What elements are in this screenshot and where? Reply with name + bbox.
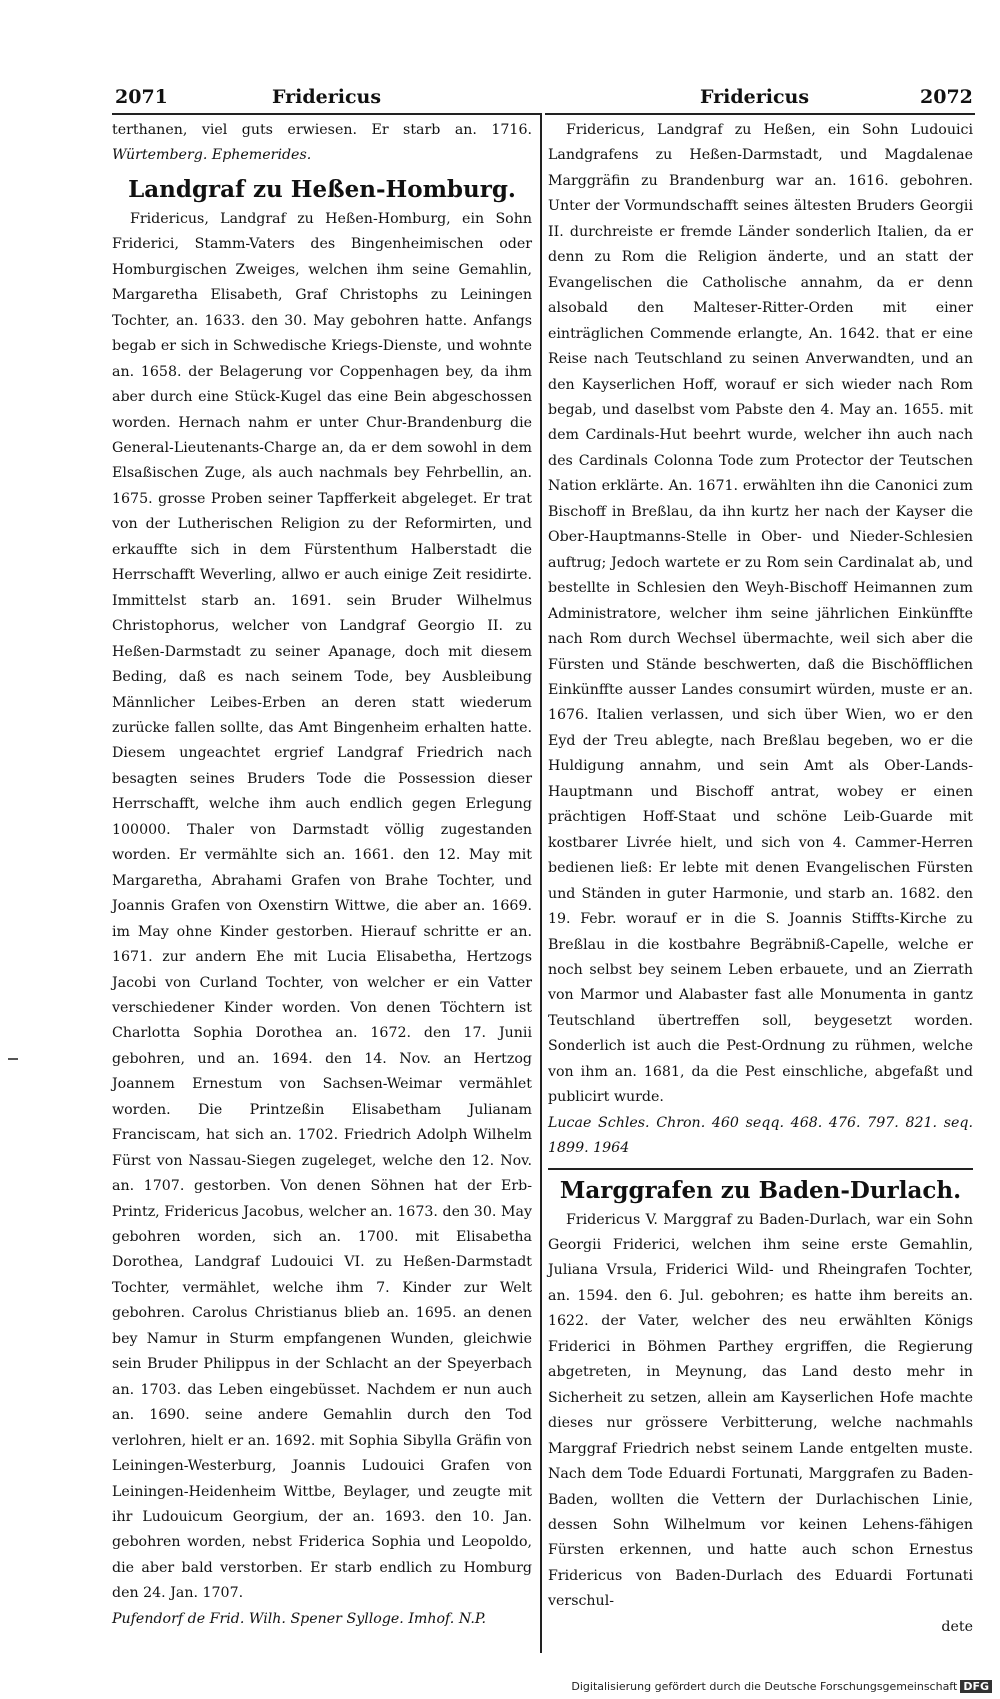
dfg-logo: DFG bbox=[960, 1680, 992, 1693]
section-divider bbox=[548, 1168, 973, 1170]
article-paragraph: Fridericus V. Marggraf zu Baden-Durlach, war ein Sohn Georgii Friderici, welchen ihm seine erste Gemahlin, Juliana Vrsula, Friderici Wild- und Rheingrafen Tochter, an. 1594. den 6. Jul. gebohren; es hatte ihm bereits an. 1622. der Vater, welcher des neu erwählten Königs Friderici in Böhmen Parthey ergriffen, die Regierung abgetreten, in Meynung, das Land desto mehr in Sicherheit zu setzen, allein am Kayserlichen Hofe machte dieses nur grössere Verbitterung, welche nachmahls Marggraf Friedrich nebst seinem Lande entgelten muste. Nach dem Tode Eduardi Fortunati, Marggrafen zu Baden-Baden, wollten die Vettern der Durlachischen Linie, dessen Sohn Wilhelmum vor keinen Lehens-fähigen Fürsten erkennen, und hatte auch schon Ernestus Fridericus von Baden-Durlach des Eduardi Fortunati verschul- bbox=[548, 1211, 973, 1610]
left-column bbox=[112, 118, 532, 1632]
catchword: dete bbox=[941, 1618, 973, 1635]
section-heading-baden-durlach: Marggrafen zu Baden-Durlach. bbox=[559, 1176, 962, 1204]
article-sources: Lucae Schles. Chron. 460 seqq. 468. 476. 797. 821. seq. 1899. 1964 bbox=[548, 1114, 973, 1157]
margin-mark bbox=[8, 1058, 18, 1060]
left-running-title: Fridericus bbox=[272, 86, 382, 108]
section-heading-hessen-homburg: Landgraf zu Heßen-Homburg. bbox=[128, 175, 516, 203]
digitization-credit bbox=[571, 1680, 992, 1693]
article-paragraph: Fridericus, Landgraf zu Heßen, ein Sohn Ludouici Landgrafens zu Heßen-Darmstadt, und Magdalenae Marggräfin zu Brandenburg war an. 1616. gebohren. Unter der Vormundschafft seines ältesten Bruders Georgii II. durchreiste er fremde Länder sonderlich Italien, da er denn zu Rom die Religion änderte, und an statt der Evangelischen die Catholische annahm, da er denn alsobald den Malteser-Ritter-Orden mit einer einträglichen Commende erlangte, An. 1642. that er eine Reise nach Teutschland zu seinen Anverwandten, und an den Kayserlichen Hoff, worauf er sich wieder nach Rom begab, und daselbst vom Pabste den 4. May an. 1655. mit dem Cardinals-Hut beehrt wurde, welcher ihn auch nach des Cardinals Colonna Tode zum Protector der Teutschen Nation erklärte. An. 1671. erwählten ihn die Canonici zum Bischoff in Breßlau, da ihn kurtz her nach der Kayser die Ober-Hauptmanns-Stelle in Ober- und Nieder-Schlesien auftrug; Jedoch wartete er zu Rom sein Cardinalat ab, und bestellte in Schlesien den Weyh-Bischoff Heimannen zum Administratore, welcher ihm seine jährlichen Einkünffte nach Rom durch Wechsel übermachte, weil sich aber die Fürsten und Stände beschwerten, daß die Bischöfflichen Einkünffte ausser Landes consumirt würden, muste er an. 1676. Italien verlassen, und sich über Wien, wo er den Eyd der Treu ablegte, nach Breßlau begeben, wo er die Huldigung annahm, und sein Amt als Ober-Lands-Hauptmann und Bischoff antrat, wobey er einen prächtigen Hoff-Staat und schöne Leib-Guarde mit kostbarer Livrée hielt, und sich von 4. Cammer-Herren bedienen ließ: Er lebte mit denen Evangelischen Fürsten und Ständen in guter Harmonie, und starb an. 1682. den 19. Febr. worauf er in die S. Joannis Stiffts-Kirche zu Breßlau in die kostbahre Begräbniß-Capelle, welche er noch selbst bey seinem Leben erbauete, und an Zierrath von Marmor und Alabaster fast alle Monumenta in gantz Teutschland übertreffen soll, beygesetzt worden. Sonderlich ist auch die Pest-Ordnung zu rühmen, welche von ihm an. 1681, da die Pest einschliche, abgefaßt und publicirt wurde. bbox=[548, 122, 973, 1106]
article-sources: Pufendorf de Frid. Wilh. Spener Sylloge. Imhof. N.P. bbox=[112, 1610, 487, 1627]
left-header-rule bbox=[112, 113, 540, 115]
right-running-title: Fridericus bbox=[700, 86, 810, 108]
left-page-number: 2071 bbox=[115, 86, 168, 108]
right-page-number: 2072 bbox=[920, 86, 973, 108]
intro-text: terthanen, viel guts erwiesen. Er starb an. 1716. Würtemberg. Ephemerides. bbox=[112, 122, 532, 164]
intro-source: Würtemberg. Ephemerides. bbox=[112, 147, 312, 164]
credit-text: Digitalisierung gefördert durch die Deutsche Forschungsgemeinschaft bbox=[571, 1680, 958, 1693]
article-paragraph: Fridericus, Landgraf zu Heßen-Homburg, ein Sohn Friderici, Stamm-Vaters des Bingenheimischen oder Homburgischen Zweiges, welchen ihm seine Gemahlin, Margaretha Elisabeth, Graf Christophs zu Leiningen Tochter, an. 1633. den 30. May gebohren hatte. Anfangs begab er sich in Schwedische Kriegs-Dienste, und wohnte an. 1658. der Belagerung vor Coppenhagen bey, da ihm aber durch eine Stück-Kugel das eine Bein abgeschossen worden. Hernach nahm er unter Chur-Brandenburg die General-Lieutenants-Charge an, da er dem sowohl in dem Elsaßischen Zuge, als auch nachmals bey Fehrbellin, an. 1675. grosse Proben seiner Tapfferkeit abgeleget. Er trat von der Lutherischen Religion zu der Reformirten, und erkauffte sich in dem Fürstenthum Halberstadt die Herrschafft Weverling, allwo er auch einige Zeit residirte. Immittelst starb an. 1691. sein Bruder Wilhelmus Christophorus, welcher von Landgraf Georgio II. zu Heßen-Darmstadt zu seiner Apanage, doch mit diesem Beding, daß es nach seinem Tode, bey Ausbleibung Männlicher Leibes-Erben an deren statt wiederum zurücke fallen sollte, das Amt Bingenheim erhalten hatte. Diesem ungeachtet ergrief Landgraf Friedrich nach besagten seines Bruders Tode die Possession dieser Herrschafft, welche ihm auch endlich gegen Erlegung 100000. Thaler von Darmstadt völlig zugestanden worden. Er vermählte sich an. 1661. den 12. May mit Margaretha, Abrahami Grafen von Brahe Tochter, und Joannis Grafen von Oxenstirn Wittwe, die aber an. 1669. im May ohne Kinder gestorben. Hierauf schritte er an. 1671. zur andern Ehe mit Lucia Elisabetha, Hertzogs Jacobi von Curland Tochter, von welcher er ein Vatter verschiedener Kinder worden. Von denen Töchtern ist Charlotta Sophia Dorothea an. 1672. den 17. Junii gebohren, und an. 1694. den 14. Nov. an Hertzog Joannem Ernestum von Sachsen-Weimar vermählet worden. Die Printzeßin Elisabetham Julianam Franciscam, hat sich an. 1702. Friedrich Adolph Wilhelm Fürst von Nassau-Siegen zugeleget, welche den 12. Nov. an. 1707. gestorben. Von denen Söhnen hat der Erb-Printz, Fridericus Jacobus, welcher an. 1673. den 30. May gebohren worden, sich an. 1700. mit Elisabetha Dorothea, Landgraf Ludouici VI. zu Heßen-Darmstadt Tochter, vermählet, welche ihm 7. Kinder zur Welt gebohren. Carolus Christianus blieb an. 1695. an denen bey Namur in Sturm empfangenen Wunden, gleichwie sein Bruder Philippus in der Schlacht an der Speyerbach an. 1703. das Leben eingebüsset. Nachdem er nun auch an. 1690. seine andere Gemahlin durch den Tod verlohren, hielt er an. 1692. mit Sophia Sibylla Gräfin von Leiningen-Westerburg, Joannis Ludouici Grafen von Leiningen-Heidenheim Wittbe, Beylager, und zeugte mit ihr Ludouicum Georgium, der an. 1693. den 10. Jan. gebohren worden, nebst Friderica Sophia und Leopoldo, die aber bald verstorben. Er starb endlich zu Homburg den 24. Jan. 1707. bbox=[112, 210, 532, 1602]
column-divider bbox=[540, 113, 542, 1653]
right-header-rule bbox=[545, 113, 975, 115]
right-column bbox=[548, 118, 973, 1640]
